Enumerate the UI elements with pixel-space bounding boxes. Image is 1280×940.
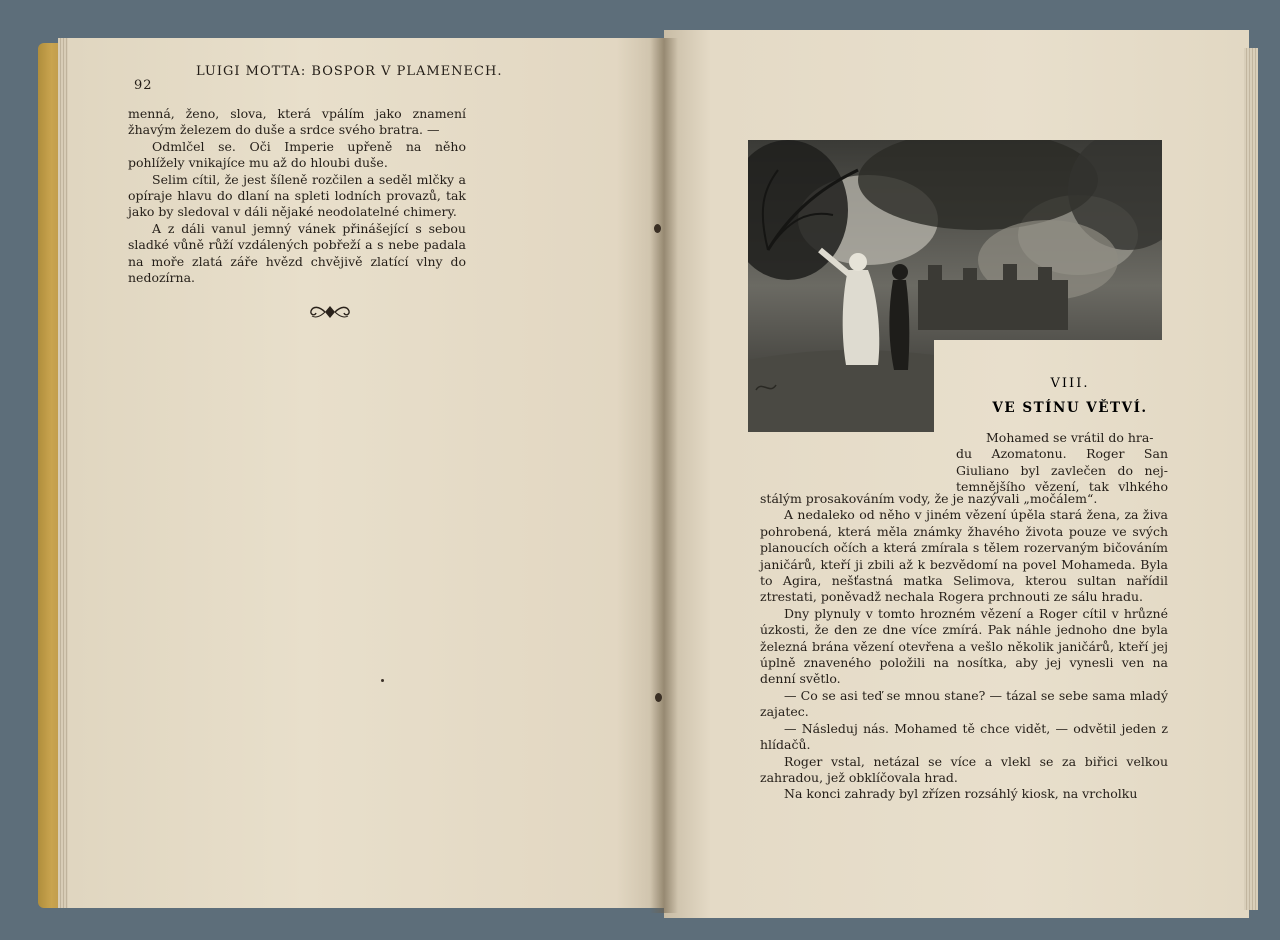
paragraph: Roger vstal, netázal se více a vlekl se za biřici velkou zahradou, jež obklíčovala hrad. xyxy=(760,753,1168,785)
text-line: Giuliano byl zavlečen do nej- xyxy=(956,462,1168,478)
text-line: Mohamed se vrátil do hra- xyxy=(986,430,1154,445)
wrapped-text-beside-illustration xyxy=(956,430,1168,496)
running-title: LUIGI MOTTA: BOSPOR V PLAMENECH. xyxy=(196,64,503,79)
right-page-text xyxy=(760,491,1168,803)
paragraph: menná, ženo, slova, která vpálím jako znamení žhavým železem do duše a srdce svého bratra. — xyxy=(128,106,466,138)
running-header xyxy=(134,64,503,93)
chapter-number: VIII. xyxy=(1050,376,1090,391)
book-gutter xyxy=(650,38,678,913)
text-line: temnějšího vězení, tak vlhkého xyxy=(956,479,1168,495)
page-stack-right xyxy=(1244,48,1258,910)
paragraph: Dny plynuly v tomto hrozném vězení a Roger cítil v hrůzné úzkosti, že den ze dne více zmírá. Pak náhle jednoho dne byla železná brána vězení otevřena a vešlo několik janičárů, kteří jej úplně znaveného položili na nosítka, aby jej vynesli ven na denní světlo. xyxy=(760,605,1168,687)
section-ornament-icon xyxy=(305,302,355,322)
page-speck xyxy=(381,679,384,682)
binding-stitch xyxy=(654,224,661,233)
paragraph: Na konci zahrady byl zřízen rozsáhlý kiosk, na vrcholku xyxy=(784,786,1138,802)
paragraph: stálým prosakováním vody, že je nazývali „močálem“. xyxy=(760,491,1098,506)
left-page-text xyxy=(128,106,466,286)
text-line: du Azomatonu. Roger San xyxy=(956,446,1168,462)
paragraph: — Co se asi teď se mnou stane? — tázal se sebe sama mladý zajatec. xyxy=(760,687,1168,720)
chapter-title: VE STÍNU VĚTVÍ. xyxy=(992,400,1148,416)
paragraph: A z dáli vanul jemný vánek přinášející s sebou sladké vůně růží vzdálených pobřeží a s nebe padala na moře zlatá záře hvězd chvějivě zlatící vlny do nedozírna. xyxy=(128,220,466,286)
binding-stitch xyxy=(655,693,662,702)
paragraph: — Následuj nás. Mohamed tě chce vidět, — odvětil jeden z hlídačů. xyxy=(760,720,1168,753)
paragraph: Odmlčel se. Oči Imperie upřeně na něho pohlížely vnikajíce mu až do hloubi duše. xyxy=(128,138,466,171)
page-number: 92 xyxy=(134,78,153,93)
paragraph: A nedaleko od něho v jiném vězení úpěla stará žena, za živa pohrobená, která měla známky žhavého života pouze ve svých planoucích očích a která zmírala s tělem rozervaným bičováním janičárů, kteří ji zbili až k bezvědomí na povel Mohameda. Byla to Agira, nešťastná matka Selimova, kterou sultan nařídil ztrestati, poněvadž nechala Rogera prchnouti ze sálu hradu. xyxy=(760,507,1168,605)
paragraph: Selim cítil, že jest šíleně rozčilen a seděl mlčky a opíraje hlavu do dlaní na spleti lodních provazů, tak jako by sledoval v dáli nějaké neodolatelné chimery. xyxy=(128,171,466,220)
